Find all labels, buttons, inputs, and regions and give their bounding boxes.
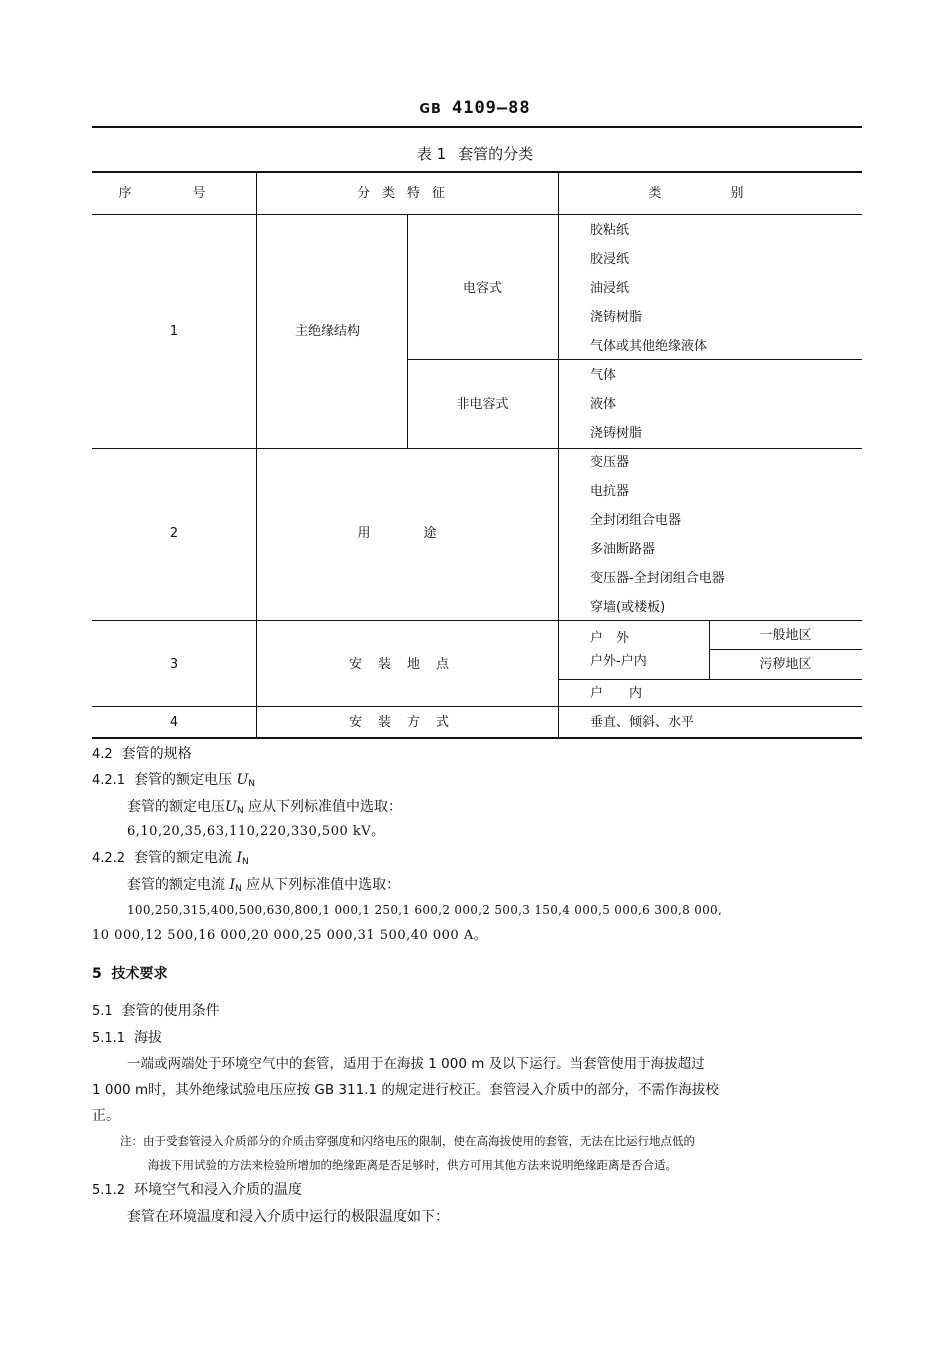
row1-sub-capacitive: 电容式 (462, 281, 502, 296)
area-split-rule (709, 649, 862, 650)
header-feature: 分类特征 (356, 186, 457, 201)
list-item: 气体 (590, 368, 617, 383)
row2-bottom-rule (92, 620, 862, 621)
row1-sub-noncapacitive: 非电容式 (456, 397, 509, 412)
list-item: 胶粘纸 (590, 223, 630, 238)
voltage-values: 6,10,20,35,63,110,220,330,500 kV。 (127, 824, 385, 839)
table-caption-number: 表 1 (416, 145, 447, 163)
section-5: 5 技术要求 (92, 966, 168, 982)
row1-feature: 主绝缘结构 (295, 324, 361, 339)
altitude-para-line-3: 正。 (92, 1108, 120, 1124)
list-item: 穿墙(或楼板) (590, 600, 666, 615)
current-values-line-1: 100,250,315,400,500,630,800,1 000,1 250,1 600,2 000,2 500,3 150,4 000,5 000,6 300,8 000, (127, 903, 723, 917)
standard-code: 4109—88 (451, 98, 531, 118)
table-bottom-rule (92, 737, 862, 739)
temperature-para: 套管在环境温度和浸入介质中运行的极限温度如下： (127, 1209, 449, 1225)
row3-seq: 3 (169, 657, 179, 672)
note-line-2: 海拔下用试验的方法来检验所增加的绝缘距离是否足够时，供方可用其他方法来说明绝缘距离是否合适。 (148, 1158, 677, 1172)
section-5-1-2: 5.1.2 环境空气和浸入介质的温度 (92, 1182, 302, 1198)
row2-feature: 用 途 (357, 526, 457, 541)
list-item: 胶浸纸 (590, 252, 630, 267)
list-item: 多油断路器 (590, 542, 656, 557)
header-category: 类 别 (648, 186, 772, 201)
list-item: 气体或其他绝缘液体 (590, 339, 708, 354)
list-item: 户 外 (590, 631, 630, 646)
classification-table (92, 171, 862, 738)
list-item: 全封闭组合电器 (590, 513, 682, 528)
altitude-para-line-1: 一端或两端处于环境空气中的套管，适用于在海拔 1 000 m 及以下运行。当套管使用于海拔超过 (127, 1056, 705, 1072)
area-polluted: 污秽地区 (759, 657, 812, 672)
row1-seq: 1 (169, 324, 179, 339)
current-instruction: 套管的额定电流 $I_N$ 应从下列标准值中选取： (127, 877, 401, 894)
row1-split-rule (407, 359, 862, 360)
list-item: 浇铸树脂 (590, 426, 643, 441)
row1-bottom-rule (92, 448, 862, 449)
section-4-2-1: 4.2.1 套管的额定电压 $U_N$ (92, 772, 255, 789)
row3-bottom-rule (92, 706, 862, 707)
table-caption (0, 143, 950, 164)
row3-inner-rule (558, 679, 862, 680)
table-caption-title: 套管的分类 (458, 145, 534, 163)
altitude-para-line-2: 1 000 m时，其外绝缘试验电压应按 GB 311.1 的规定进行校正。套管浸入介质中的部分，不需作海拔校 (92, 1082, 719, 1098)
page-header (0, 98, 950, 118)
list-item: 油浸纸 (590, 281, 630, 296)
list-item: 垂直、倾斜、水平 (590, 715, 695, 730)
table-top-rule (92, 171, 862, 173)
table-header-rule (92, 214, 862, 215)
list-item: 变压器 (590, 455, 630, 470)
note-line-1: 注：由于受套管浸入介质部分的介质击穿强度和闪络电压的限制，使在高海拔使用的套管，无法在比运行地点低的 (120, 1134, 695, 1148)
section-4-2: 4.2 套管的规格 (92, 746, 192, 762)
row4-feature: 安装方式 (348, 715, 465, 730)
list-item: 浇铸树脂 (590, 310, 643, 325)
row3-feature: 安装地点 (348, 657, 465, 672)
standard-prefix: GB (419, 102, 442, 117)
list-item: 液体 (590, 397, 617, 412)
section-5-1-1: 5.1.1 海拔 (92, 1030, 162, 1046)
list-item: 户外-户内 (590, 654, 647, 669)
row2-seq: 2 (169, 526, 179, 541)
section-5-1: 5.1 套管的使用条件 (92, 1003, 220, 1019)
row4-seq: 4 (169, 715, 179, 730)
list-item: 变压器-全封闭组合电器 (590, 571, 725, 586)
col-rule-2 (558, 171, 559, 738)
list-item: 电抗器 (590, 484, 630, 499)
header-seq: 序 号 (118, 186, 230, 201)
current-values-line-2: 10 000,12 500,16 000,20 000,25 000,31 500,40 000 A。 (92, 928, 488, 943)
list-item: 户 内 (590, 686, 643, 701)
area-general: 一般地区 (759, 628, 812, 643)
voltage-instruction: 套管的额定电压$U_N$ 应从下列标准值中选取： (127, 799, 402, 816)
section-4-2-2: 4.2.2 套管的额定电流 $I_N$ (92, 850, 249, 867)
header-rule (92, 126, 862, 128)
col-rule-1 (256, 171, 257, 738)
